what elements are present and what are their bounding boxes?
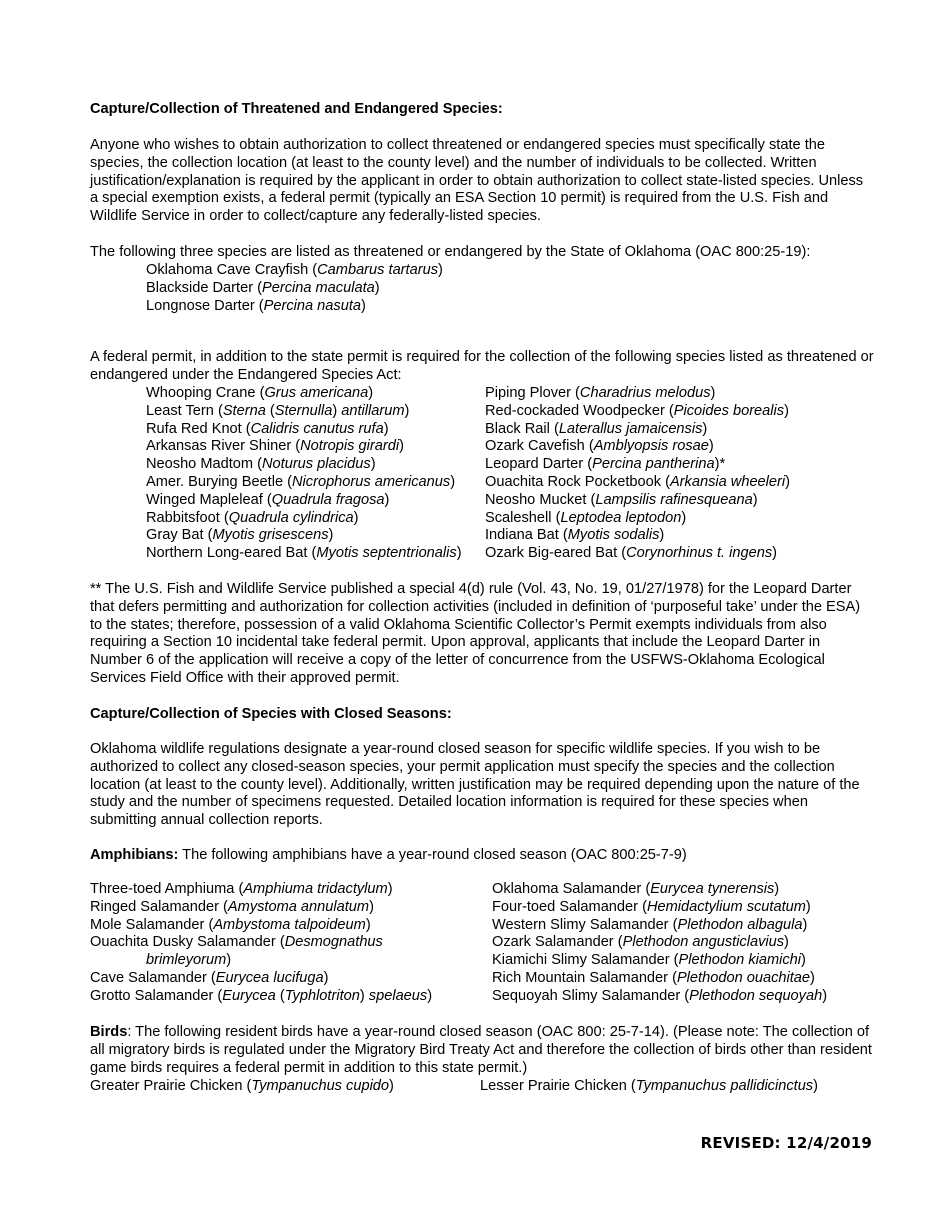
scientific-name: Plethodon albagula [677,916,803,933]
common-name: Ouachita Rock Pocketbook [485,473,662,490]
common-name: Rufa Red Knot [146,420,242,437]
birds-text: : The following resident birds have a year-round closed season (OAC 800: 25-7-14). (Please note: The collection of all migratory birds is regulated under the Migratory Bird Treaty Act and therefore the collection of birds other than resident game birds requires a federal permit in addition to this state permit.) [90,1024,872,1076]
common-name: Leopard Darter [485,456,584,473]
scientific-name: Ambystoma talpoideum [213,916,366,933]
species-item: Scaleshell (Leptodea leptodon) [485,509,687,526]
scientific-name: Myotis sodalis [567,527,660,544]
common-name: Four-toed Salamander [492,898,639,915]
scientific-epithet: antillarum [341,402,405,419]
common-name: Rabbitsfoot [146,509,220,526]
common-name: Mole Salamander [90,916,205,933]
amphibians-list-right [492,881,827,1006]
species-item: Ozark Salamander (Plethodon angusticlavius) [492,934,789,951]
federal-list-intro: A federal permit, in addition to the state permit is required for the collection of the following species listed as threatened or endangered under the Endangered Species Act: [90,349,874,383]
species-item: Red-cockaded Woodpecker (Picoides borealis) [485,402,789,419]
species-item: Oklahoma Salamander (Eurycea tynerensis) [492,881,780,897]
species-item: Mole Salamander (Ambystoma talpoideum) [90,916,371,933]
birds-list-left [90,1078,394,1096]
scientific-name: Desmognathus [284,934,383,951]
scientific-epithet: spelaeus [368,987,428,1004]
common-name: Grotto Salamander [90,987,214,1004]
scientific-name: Calidris canutus rufa [250,420,384,437]
common-name: Winged Mapleleaf [146,491,263,508]
common-name: Black Rail [485,420,550,437]
revised-date: REVISED: 12/4/2019 [700,1134,872,1152]
species-item: Winged Mapleleaf (Quadrula fragosa) [146,491,390,508]
federal-species-list-right [485,385,790,563]
scientific-name: Picoides borealis [673,402,785,419]
common-name: Red-cockaded Woodpecker [485,402,665,419]
heading-closed-seasons: Capture/Collection of Species with Closed Seasons: [90,706,452,722]
species-item: Ringed Salamander (Amystoma annulatum) [90,898,374,915]
scientific-name: Leptodea leptodon [560,509,682,526]
birds-list-right [480,1078,818,1096]
species-item: Four-toed Salamander (Hemidactylium scutatum) [492,898,811,915]
species-item-continued: brimleyorum) [146,952,232,969]
species-item: Ouachita Rock Pocketbook (Arkansia wheeleri) [485,473,791,490]
common-name: Sequoyah Slimy Salamander [492,987,681,1004]
species-item: Rufa Red Knot (Calidris canutus rufa) [146,420,389,437]
species-item: Rich Mountain Salamander (Plethodon ouachitae) [492,969,815,986]
common-name: Cave Salamander [90,969,207,986]
species-item: Piping Plover (Charadrius melodus) [485,385,716,401]
species-item: Leopard Darter (Percina pantherina)* [485,456,726,473]
common-name: Neosho Madtom [146,456,254,473]
common-name: Whooping Crane [146,385,256,401]
scientific-name: Noturus placidus [262,456,371,473]
common-name: Least Tern [146,402,214,419]
scientific-name: Tympanuchus cupido [251,1078,390,1094]
birds-label: Birds [90,1024,128,1040]
state-list-intro: The following three species are listed as threatened or endangered by the State of Oklahoma (OAC 800:25-19): [90,244,811,260]
scientific-name: Laterallus jamaicensis [558,420,703,437]
scientific-name: Plethodon ouachitae [676,969,811,986]
amphibians-text: The following amphibians have a year-round closed season (OAC 800:25-7-9) [178,847,687,863]
scientific-subgenus: Typhlotriton [284,987,360,1004]
leopard-darter-footnote: ** The U.S. Fish and Wildlife Service published a special 4(d) rule (Vol. 43, No. 19, 01/27/1978) for the Leopard Darter that defers permitting and authorization for collection activities (included in definition of ‘purposeful take’ under the ESA) to the states; therefore, possession of a valid Oklahoma Scientific Collector’s Permit exempts individuals from also requiring a Section 10 incidental take federal permit. Upon approval, applicants that include the Leopard Darter in Number 6 of the application will receive a copy of the letter of concurrence from the USFWS-Oklahoma Ecological Services Field Office with their approved permit. [90,581,861,686]
scientific-name: Notropis girardi [300,438,400,455]
common-name: Indiana Bat [485,527,559,544]
species-item: Ouachita Dusky Salamander (Desmognathus [90,934,383,951]
common-name: Scaleshell [485,509,552,526]
common-name: Ringed Salamander [90,898,219,915]
common-name: Oklahoma Salamander [492,881,642,897]
common-name: Piping Plover [485,385,571,401]
common-name: Blackside Darter [146,279,254,296]
species-item: Whooping Crane (Grus americana) [146,385,374,401]
scientific-name: Quadrula cylindrica [228,509,354,526]
amphibians-label: Amphibians: [90,847,179,863]
species-item: Cave Salamander (Eurycea lucifuga) [90,969,329,986]
common-name: Ozark Cavefish [485,438,585,455]
scientific-name: Corynorhinus t. ingens [626,545,773,562]
scientific-name: Percina nasuta [263,297,361,314]
species-item: Lesser Prairie Chicken (Tympanuchus pallidicinctus) [480,1078,818,1094]
species-item: Northern Long-eared Bat (Myotis septentrionalis) [146,545,462,562]
species-item: Indiana Bat (Myotis sodalis) [485,527,665,544]
common-name: Kiamichi Slimy Salamander [492,952,670,969]
scientific-subgenus: Sternulla [274,402,333,419]
common-name: Arkansas River Shiner [146,438,292,455]
scientific-name: Hemidactylium scutatum [646,898,806,915]
scientific-name: Plethodon angusticlavius [622,934,785,951]
species-item: Neosho Madtom (Noturus placidus) [146,456,376,473]
species-item: Kiamichi Slimy Salamander (Plethodon kiamichi) [492,952,806,969]
common-name: Lesser Prairie Chicken [480,1078,627,1094]
scientific-name: Tympanuchus pallidicinctus [635,1078,814,1094]
common-name: Northern Long-eared Bat [146,545,308,562]
species-item: Longnose Darter (Percina nasuta) [146,297,366,314]
common-name: Amer. Burying Beetle [146,473,284,490]
common-name: Oklahoma Cave Crayfish [146,262,309,278]
scientific-name: Myotis grisescens [212,527,329,544]
common-name: Ozark Big-eared Bat [485,545,618,562]
scientific-name: Quadrula fragosa [271,491,385,508]
species-item: Neosho Mucket (Lampsilis rafinesqueana) [485,491,758,508]
common-name: Longnose Darter [146,297,255,314]
scientific-name: Eurycea lucifuga [215,969,324,986]
scientific-name: brimleyorum [146,952,227,969]
scientific-name: Eurycea tynerensis [650,881,775,897]
species-item: Arkansas River Shiner (Notropis girardi) [146,438,404,455]
heading-threatened-endangered: Capture/Collection of Threatened and Endangered Species: [90,101,503,117]
closed-season-paragraph: Oklahoma wildlife regulations designate a year-round closed season for specific wildlife species. If you wish to be authorized to collect any closed-season species, your permit application must specify the species and the collection location (at least to the county level). Additionally, written justification may be required depending upon the nature of the study and the number of specimens requested. Detailed location information is required for these species when submitting annual collection reports. [90,741,860,829]
intro-paragraph: Anyone who wishes to obtain authorization to collect threatened or endangered species must specifically state the species, the collection location (at least to the county level) and the number of individuals to be collected. Written justification/explanation is required by the applicant in order to obtain authorization to collect state-listed species. Unless a special exemption exists, a federal permit (typically an ESA Section 10 permit) is required from the U.S. Fish and Wildlife Service in order to collect/capture any federally-listed species. [90,137,864,225]
scientific-name: Grus americana [264,385,369,401]
species-item: Least Tern (Sterna (Sternulla) antillarum) [146,402,410,419]
species-item: Amer. Burying Beetle (Nicrophorus americanus) [146,473,456,490]
common-name: Neosho Mucket [485,491,587,508]
species-item: Blackside Darter (Percina maculata) [146,279,380,296]
scientific-name: Plethodon sequoyah [689,987,823,1004]
common-name: Western Slimy Salamander [492,916,669,933]
federal-species-list-left [146,385,462,563]
species-item: Western Slimy Salamander (Plethodon albagula) [492,916,808,933]
scientific-name: Sterna [222,402,266,419]
species-item: Black Rail (Laterallus jamaicensis) [485,420,708,437]
common-name: Ozark Salamander [492,934,614,951]
scientific-name: Myotis septentrionalis [316,545,457,562]
amphibians-list-left [90,881,432,1006]
scientific-name: Amphiuma tridactylum [243,881,388,897]
scientific-name: Amblyopsis rosae [593,438,709,455]
footnote-marker: * [719,456,726,473]
scientific-name: Nicrophorus americanus [292,473,451,490]
species-item: Rabbitsfoot (Quadrula cylindrica) [146,509,359,526]
common-name: Ouachita Dusky Salamander [90,934,276,951]
species-item: Grotto Salamander (Eurycea (Typhlotriton) spelaeus) [90,987,433,1004]
scientific-name: Charadrius melodus [579,385,711,401]
common-name: Rich Mountain Salamander [492,969,669,986]
common-name: Gray Bat [146,527,204,544]
species-item: Sequoyah Slimy Salamander (Plethodon sequoyah) [492,987,828,1004]
scientific-name: Percina maculata [261,279,375,296]
scientific-name: Eurycea [222,987,276,1004]
scientific-name: Plethodon kiamichi [678,952,802,969]
scientific-name: Arkansia wheeleri [669,473,786,490]
scientific-name: Cambarus tartarus [317,262,438,278]
scientific-name: Amystoma annulatum [227,898,370,915]
state-species-list [146,262,443,315]
common-name: Greater Prairie Chicken [90,1078,243,1094]
scientific-name: Percina pantherina [592,456,715,473]
scientific-name: Lampsilis rafinesqueana [595,491,753,508]
amphibians-intro [90,847,875,865]
species-item: Ozark Cavefish (Amblyopsis rosae) [485,438,714,455]
species-item: Gray Bat (Myotis grisescens) [146,527,334,544]
common-name: Three-toed Amphiuma [90,881,235,897]
species-item: Three-toed Amphiuma (Amphiuma tridactylum) [90,881,393,897]
species-item: Oklahoma Cave Crayfish (Cambarus tartarus) [146,262,443,278]
species-item: Ozark Big-eared Bat (Corynorhinus t. ingens) [485,545,778,562]
species-item: Greater Prairie Chicken (Tympanuchus cupido) [90,1078,394,1094]
birds-paragraph [90,1024,875,1077]
